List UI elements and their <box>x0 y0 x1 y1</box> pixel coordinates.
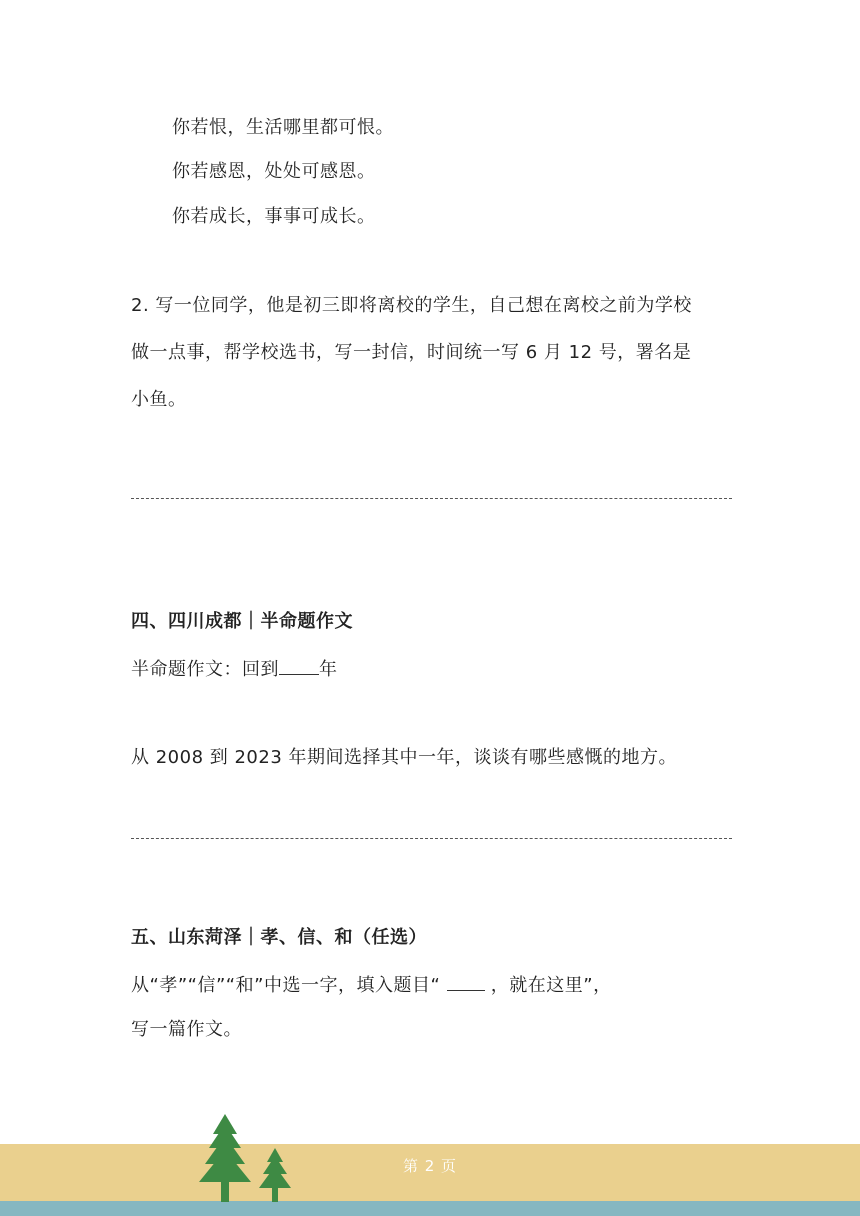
fill-in-blank <box>447 972 485 991</box>
section4-prompt-prefix: 半命题作文：回到 <box>131 659 279 680</box>
poem-line-1: 你若恨，生活哪里都可恨。 <box>172 117 394 138</box>
section4-prompt <box>131 656 338 682</box>
poem-line-2: 你若感恩，处处可感恩。 <box>172 161 376 182</box>
section5-line-1-suffix: ，就在这里”， <box>490 975 612 996</box>
section5-heading: 五、山东菏泽｜孝、信、和（任选） <box>131 927 427 948</box>
section5-line-2: 写一篇作文。 <box>131 1019 242 1040</box>
section4-prompt-suffix: 年 <box>319 659 338 680</box>
footer-water-strip <box>0 1201 860 1216</box>
fill-in-blank <box>279 656 319 675</box>
section5-line-1-prefix: 从“孝”“信”“和”中选一字，填入题目“ <box>131 975 441 996</box>
section-divider-2 <box>131 838 732 839</box>
section5-line-1 <box>131 972 612 998</box>
section4-description: 从 2008 到 2023 年期间选择其中一年，谈谈有哪些感慨的地方。 <box>131 747 678 768</box>
poem-line-3: 你若成长，事事可成长。 <box>172 206 376 227</box>
page-number: 第 2 页 <box>402 1157 458 1175</box>
question2-line-2: 做一点事，帮学校选书，写一封信，时间统一写 6 月 12 号，署名是 <box>131 342 692 363</box>
section-divider-1 <box>131 498 732 499</box>
section4-heading: 四、四川成都｜半命题作文 <box>131 611 353 632</box>
question2-line-1: 2. 写一位同学，他是初三即将离校的学生，自己想在离校之前为学校 <box>131 295 692 316</box>
question2-line-3: 小鱼。 <box>131 389 187 410</box>
